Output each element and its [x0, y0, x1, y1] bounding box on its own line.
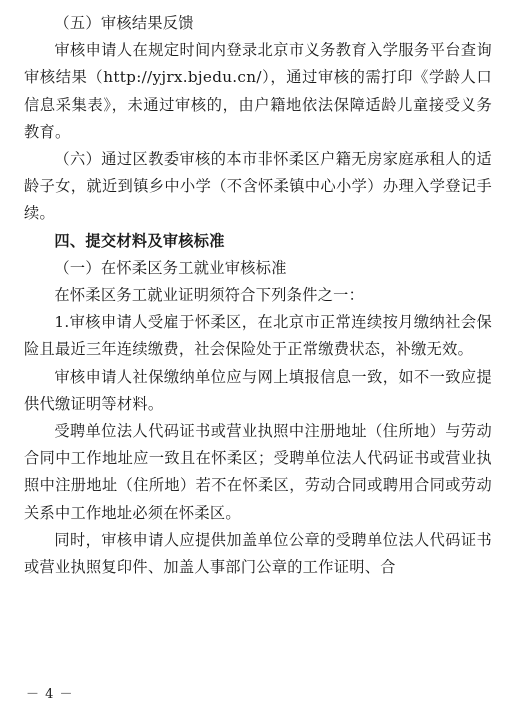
section-heading-materials: 四、提交材料及审核标准 [54, 231, 225, 250]
paragraph-required-documents: 同时，审核申请人应提供加盖单位公章的受聘单位法人代码证书或营业执照复印件、加盖人事部门公章的工作证明、合 [24, 530, 492, 577]
section-five-title: （五）审核结果反馈 [54, 14, 194, 32]
page-number: － 4 － [26, 687, 74, 702]
paragraph-social-security: 审核申请人社保缴纳单位应与网上填报信息一致，如不一致应提供代缴证明等材料。 [24, 367, 492, 413]
paragraph-condition-one: 1.审核申请人受雇于怀柔区，在北京市正常连续按月缴纳社会保险且最近三年连续缴费，社会保险处于正常缴费状态，补缴无效。 [24, 313, 492, 359]
paragraph-conditions-intro: 在怀柔区务工就业证明须符合下列条件之一： [54, 286, 365, 305]
document-body [24, 10, 492, 581]
section-six-paragraph: （六）通过区教委审核的本市非怀柔区户籍无房家庭承租人的适龄子女，就近到镇乡中小学（不含怀柔镇中心小学）办理入学登记手续。 [24, 150, 492, 223]
paragraph-registered-address: 受聘单位法人代码证书或营业执照中注册地址（住所地）与劳动合同中工作地址应一致且在怀柔区；受聘单位法人代码证书或营业执照中注册地址（住所地）若不在怀柔区，劳动合同或聘用合同或劳动关系中工作地址必须在怀柔区。 [24, 422, 492, 522]
paragraph-review-feedback: 审核申请人在规定时间内登录北京市义务教育入学服务平台查询审核结果（http://yjrx.bjedu.cn/），通过审核的需打印《学龄人口信息采集表》，未通过审核的，由户籍地依法保障适龄儿童接受义务教育。 [24, 41, 492, 141]
subsection-title-employment: （一）在怀柔区务工就业审核标准 [54, 258, 287, 277]
